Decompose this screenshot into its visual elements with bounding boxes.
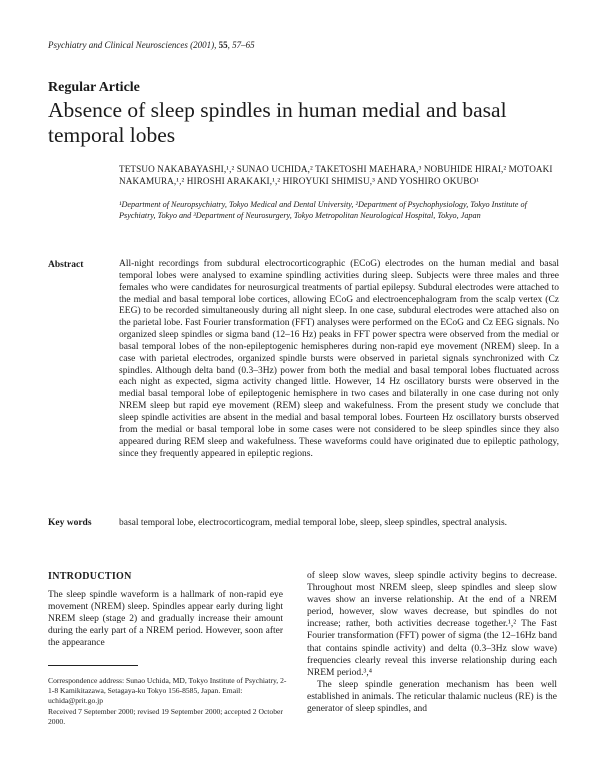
keywords-label: Key words: [48, 518, 92, 528]
abstract-text: All-night recordings from subdural electrocorticographic (ECoG) electrodes on the human medial and basal temporal lobes were analysed to examine spindling activities during sleep. Subjects were three males and three females who were candidates for neurosurgical treatments of partial epilepsy. Subdural electrodes were attached to the medial and basal temporal lobe cortices, allowing ECoG and electroencephalogram from the scalp vertex (Cz EEG) to be recorded simultaneously during all night sleep. In one case, subdural electrodes were attached also on the parietal lobe. Fast Fourier transformation (FFT) analyses were performed on the ECoG and Cz EEG signals. No organized sleep spindles or sigma band (12–16 Hz) peaks in FFT power spectra were observed from the medial or basal temporal lobes of the non-epileptogenic hemispheres during non-rapid eye movement (NREM) sleep. In a case with parietal electrodes, organized spindle bursts were observed in parietal signals synchronized with Cz spindles. Although delta band (0.3–3Hz) power from both the medial and basal temporal lobes fluctuated across each night as expected, sigma activity changed little. However, 14 Hz oscillatory bursts were observed in the medial basal temporal lobe of epileptogenic hemisphere in two cases and bilaterally in one case during not only NREM sleep but rapid eye movement (REM) sleep and wakefulness. From the present study we conclude that sleep spindle activities are absent in the medial and basal temporal lobes. Fourteen Hz oscillatory bursts observed from the medial or basal temporal lobe in some cases were not considered to be sleep spindles since they also appeared during REM sleep and wakefulness. These waveforms could have originated due to epileptic pathology, since they frequently appeared in epileptic regions.: [119, 259, 559, 459]
abstract-label: Abstract: [48, 260, 84, 270]
keywords-text: basal temporal lobe, electrocorticogram, medial temporal lobe, sleep, sleep spindles, spectral analysis.: [119, 518, 508, 528]
journal-volume: 55: [218, 40, 228, 50]
affiliations: ¹Department of Neuropsychiatry, Tokyo Medical and Dental University, ²Department of Psychophysiology, Tokyo Institute of Psychiatry, Tokyo and ³Department of Neurosurgery, Tokyo Metropolitan Neurological Hospital, Tokyo, Japan: [119, 200, 527, 221]
journal-name: Psychiatry and Clinical Neurosciences (2001),: [48, 40, 219, 50]
intro-paragraph-continued: of sleep slow waves, sleep spindle activity begins to decrease. Throughout most NREM sleep, sleep spindles and sleep slow waves show an inverse relationship. At the end of a NREM period, however, slow waves decrease, but spindles do not increase; rather, both activities decrease together.¹,² The Fast Fourier transformation (FFT) power of sigma (the 12–16Hz band that contains spindle activity) and delta (0.3–3Hz slow wave) frequencies clearly reveal this inverse relationship during each NREM period.³,⁴: [307, 571, 557, 678]
introduction-heading: INTRODUCTION: [48, 571, 132, 582]
intro-paragraph-2: The sleep spindle generation mechanism has been well established in animals. The reticular thalamic nucleus (RE) is the generator of sleep spindles, and: [307, 679, 557, 715]
journal-pages: , 57–65: [227, 40, 255, 50]
left-column: [48, 589, 283, 649]
right-column: [307, 570, 557, 715]
journal-citation: [48, 40, 255, 50]
received-dates: Received 7 September 2000; revised 19 September 2000; accepted 2 October 2000.: [48, 706, 283, 726]
footnote-divider: [48, 665, 138, 666]
intro-paragraph: The sleep spindle waveform is a hallmark of non-rapid eye movement (NREM) sleep. Spindles appear early during light NREM sleep (stage 2) and gradually increase their amount during the early part of a NREM period. However, soon after the appearance: [48, 590, 283, 648]
correspondence-note: Correspondence address: Sunao Uchida, MD, Tokyo Institute of Psychiatry, 2-1-8 Kamikitazawa, Setagaya-ku Tokyo 156-8585, Japan. Email: uchida@prit.go.jp: [48, 676, 287, 706]
footnote: [48, 676, 288, 727]
article-title: Absence of sleep spindles in human medial and basal temporal lobes: [48, 98, 507, 147]
article-type: Regular Article: [48, 80, 140, 95]
author-list: TETSUO NAKABAYASHI,¹,² SUNAO UCHIDA,² TAKETOSHI MAEHARA,³ NOBUHIDE HIRAI,² MOTOAKI NAKAMURA,¹,² HIROSHI ARAKAKI,¹,² HIROYUKI SHIMISU,³ AND YOSHIRO OKUBO¹: [119, 164, 553, 187]
